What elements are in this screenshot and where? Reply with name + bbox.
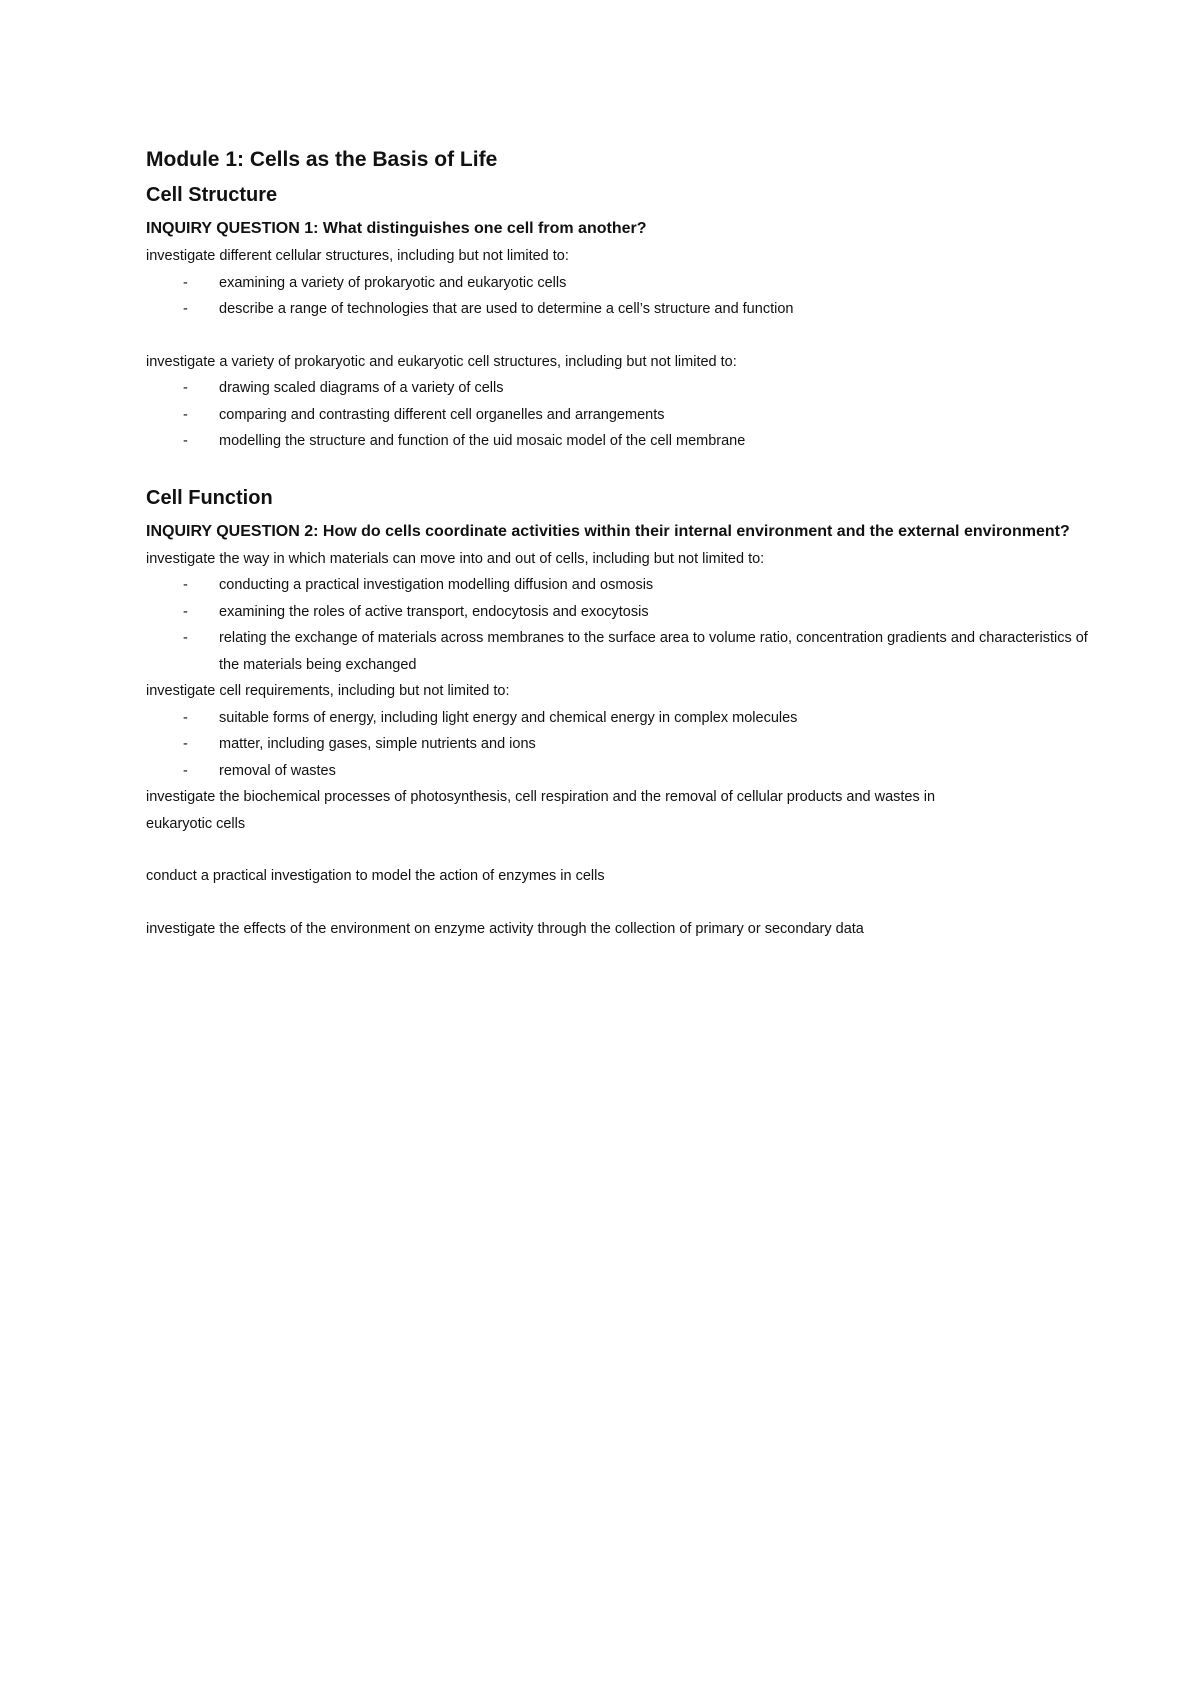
inquiry-question: INQUIRY QUESTION 1: What distinguishes one cell from another?: [146, 220, 647, 237]
bullet-list: [146, 572, 1106, 678]
list-item: [146, 599, 1106, 626]
paragraph: investigate the biochemical processes of photosynthesis, cell respiration and the removal of cellular products and wastes in eukaryotic cells: [146, 789, 936, 832]
dash-bullet: -: [183, 736, 188, 752]
list-item: [146, 731, 1106, 758]
list-item: [146, 625, 1106, 678]
dash-bullet: -: [183, 301, 188, 317]
dash-bullet: -: [183, 577, 188, 593]
list-item-text: relating the exchange of materials across membranes to the surface area to volume ratio, concentration gradients and characteristics of the materials being exchanged: [219, 630, 1088, 673]
dash-bullet: -: [183, 603, 188, 620]
list-item-text: examining a variety of prokaryotic and eukaryotic cells: [219, 274, 567, 291]
list-item-text: comparing and contrasting different cell organelles and arrangements: [219, 406, 665, 423]
dash-bullet: -: [183, 274, 188, 291]
section-cell-structure: [146, 182, 1106, 455]
bullet-list: [146, 375, 1106, 455]
list-item-text: matter, including gases, simple nutrients and ions: [219, 736, 536, 752]
section-title: Cell Function: [146, 486, 273, 509]
list-item: [146, 705, 1106, 732]
dash-bullet: -: [183, 762, 188, 779]
list-item-text: drawing scaled diagrams of a variety of cells: [219, 380, 504, 396]
list-item-text: examining the roles of active transport, endocytosis and exocytosis: [219, 603, 649, 620]
spacer: [146, 323, 1106, 349]
spacer: [146, 890, 1106, 916]
section-title: Cell Structure: [146, 184, 278, 206]
spacer: [146, 837, 1106, 863]
block-intro: investigate a variety of prokaryotic and eukaryotic cell structures, including but not limited to:: [146, 353, 737, 370]
dash-bullet: -: [183, 406, 188, 423]
list-item: [146, 296, 1106, 323]
paragraph: investigate the effects of the environment on enzyme activity through the collection of primary or secondary data: [146, 920, 864, 937]
dash-bullet: -: [183, 630, 188, 646]
document-content: [146, 146, 1106, 942]
block-intro: investigate cell requirements, including but not limited to:: [146, 683, 510, 699]
list-item-text: conducting a practical investigation modelling diffusion and osmosis: [219, 577, 654, 593]
inquiry-question: INQUIRY QUESTION 2: How do cells coordinate activities within their internal environment and the external environment?: [146, 522, 1070, 540]
dash-bullet: -: [183, 433, 188, 449]
bullet-list: [146, 705, 1106, 785]
list-item: [146, 572, 1106, 599]
list-item: [146, 270, 1106, 297]
module-title: Module 1: Cells as the Basis of Life: [146, 148, 498, 171]
list-item-text: describe a range of technologies that are used to determine a cell’s structure and function: [219, 301, 794, 317]
spacer: [146, 455, 1106, 485]
list-item-text: modelling the structure and function of the uid mosaic model of the cell membrane: [219, 433, 746, 449]
list-item-text: removal of wastes: [219, 762, 336, 779]
dash-bullet: -: [183, 709, 188, 726]
block-intro: investigate the way in which materials can move into and out of cells, including but not limited to:: [146, 550, 765, 567]
list-item: [146, 428, 1106, 455]
list-item: [146, 375, 1106, 402]
section-cell-function: [146, 485, 1106, 943]
dash-bullet: -: [183, 380, 188, 396]
bullet-list: [146, 270, 1106, 323]
paragraph: conduct a practical investigation to model the action of enzymes in cells: [146, 868, 605, 884]
list-item: [146, 402, 1106, 429]
block-intro: investigate different cellular structures, including but not limited to:: [146, 248, 569, 264]
list-item-text: suitable forms of energy, including light energy and chemical energy in complex molecules: [219, 709, 798, 726]
list-item: [146, 758, 1106, 785]
